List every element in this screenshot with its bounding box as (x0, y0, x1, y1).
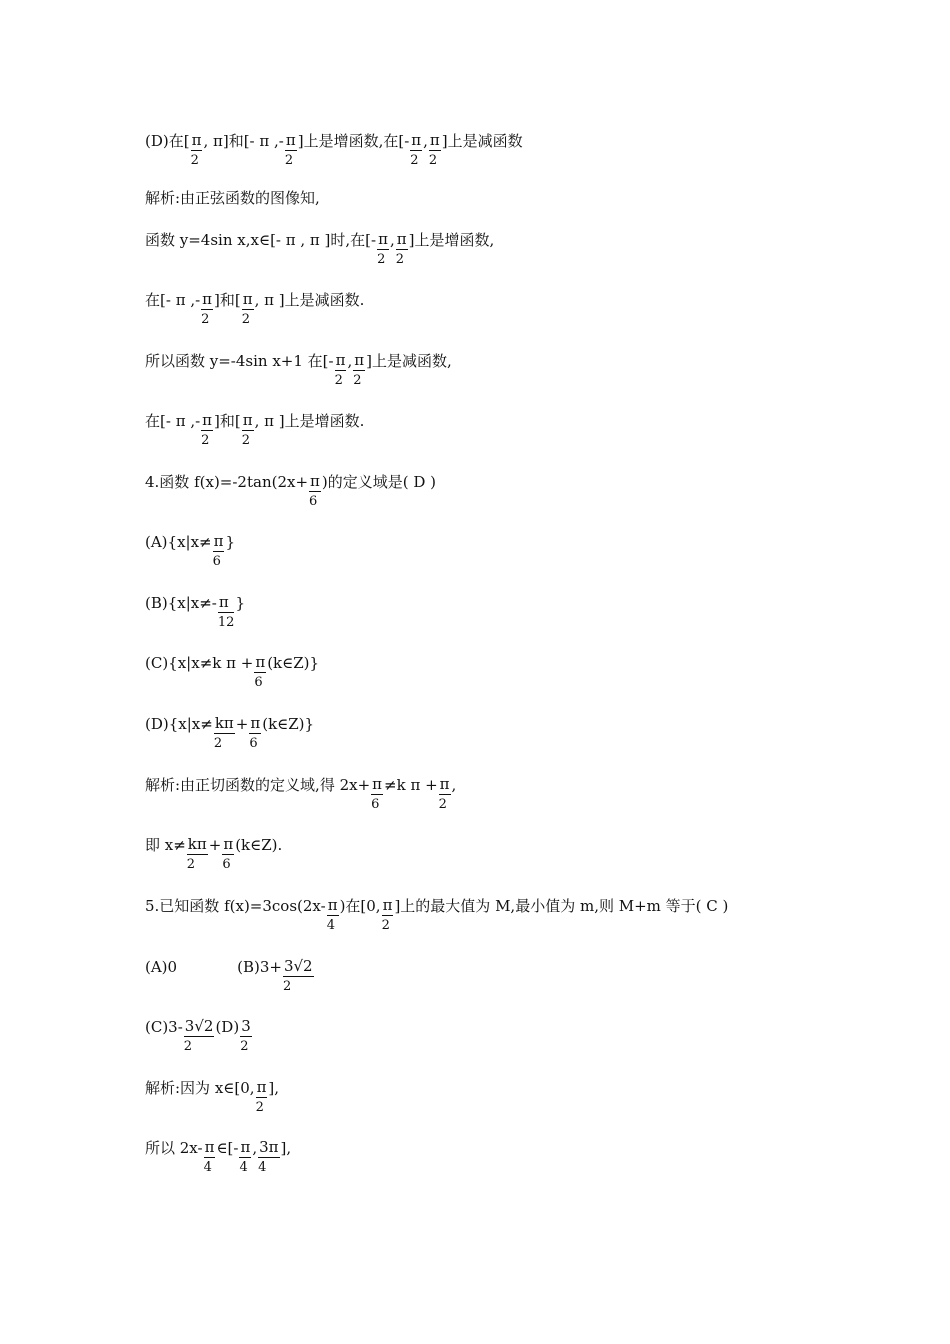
fraction (242, 411, 254, 451)
text-line (145, 653, 319, 693)
text-run: (B)3+ (237, 958, 282, 976)
text-run: , (389, 231, 395, 249)
text-run: 即 x≠ (145, 836, 186, 854)
fraction (213, 532, 225, 572)
fraction-numerator: π (204, 1138, 215, 1156)
text-run: ]上是减函数, (366, 352, 452, 370)
text-run: ∈[- (216, 1139, 239, 1157)
text-line (145, 290, 364, 330)
fraction-numerator: kπ (214, 714, 234, 732)
fraction-denominator: 6 (371, 797, 380, 812)
text-run: 所以函数 y=-4sin x+1 在[- (145, 352, 334, 370)
text-run: 4.函数 f(x)=-2tan(2x+ (145, 473, 309, 491)
text-line (145, 472, 436, 512)
fraction-denominator: 2 (353, 373, 362, 388)
fraction-numerator: π (213, 532, 224, 550)
fraction-numerator: π (378, 230, 388, 248)
fraction-numerator: 3π (259, 1138, 279, 1156)
text-run: )在[0, (339, 897, 381, 915)
fraction-numerator: π (439, 775, 450, 793)
fraction (214, 714, 235, 754)
fraction-numerator: π (354, 351, 365, 369)
fraction-denominator: 6 (309, 494, 318, 509)
fraction (309, 472, 321, 512)
fraction-numerator: π (250, 714, 261, 732)
text-line (145, 957, 315, 997)
fraction (396, 230, 408, 270)
fraction-numerator: π (242, 290, 253, 308)
fraction (249, 714, 261, 754)
fraction-denominator: 6 (249, 736, 258, 751)
fraction-denominator: 2 (284, 153, 294, 168)
fraction-numerator: π (256, 1078, 267, 1096)
fraction-numerator: π (191, 131, 202, 149)
text-line (145, 411, 364, 451)
text-run: 5.已知函数 f(x)=3cos(2x- (145, 897, 326, 915)
fraction-numerator: π (382, 896, 393, 914)
fraction-denominator: 6 (212, 554, 221, 569)
fraction-denominator: 2 (377, 252, 386, 267)
fraction-denominator: 2 (410, 153, 419, 168)
text-line (145, 835, 282, 875)
fraction (239, 1138, 251, 1178)
text-run: + (235, 715, 249, 733)
fraction-numerator: π (240, 1138, 251, 1156)
fraction (204, 1138, 216, 1178)
text-run: ]上是增函数,在[- (297, 132, 410, 150)
fraction (439, 775, 451, 815)
fraction-numerator: 3 (241, 1017, 251, 1035)
text-run: (A)0 (145, 958, 178, 976)
text-run: (k∈Z). (235, 836, 283, 854)
text-run: ], (280, 1139, 292, 1157)
text-run: (C)3- (145, 1018, 183, 1036)
text-run: ≠k π + (384, 776, 438, 794)
fraction (184, 1017, 215, 1057)
fraction (353, 351, 365, 391)
fraction-denominator: 12 (217, 615, 235, 630)
text-run: (D){x|x≠ (145, 715, 213, 733)
text-run: ]和[ (214, 412, 241, 430)
fraction-denominator: 2 (395, 252, 405, 267)
fraction-numerator: π (411, 131, 422, 149)
fraction-numerator: π (218, 593, 235, 613)
text-run: 在[- π ,- (145, 412, 201, 430)
fraction-denominator: 2 (428, 153, 438, 168)
fraction-denominator: 2 (282, 979, 292, 994)
fraction-denominator: 2 (213, 736, 223, 751)
fraction (201, 411, 213, 451)
text-run: 函数 y=4sin x,x∈[- π , π ]时,在[- (145, 231, 377, 249)
text-run: , (423, 132, 428, 150)
fraction-numerator: π (429, 131, 440, 149)
text-run: , π ]上是增函数. (254, 412, 365, 430)
fraction (410, 131, 422, 171)
text-run: } (235, 594, 245, 612)
text-run: ]和[ (214, 291, 241, 309)
fraction (191, 131, 203, 171)
fraction (285, 131, 297, 171)
fraction-denominator: 2 (201, 312, 210, 327)
fraction (371, 775, 383, 815)
fraction (377, 230, 389, 270)
fraction (187, 835, 208, 875)
text-run: } (225, 533, 236, 551)
text-run: , π]和[- π ,- (203, 132, 284, 150)
text-run: 解析:由正弦函数的图像知, (145, 189, 320, 207)
text-run: , (252, 1139, 258, 1157)
fraction-numerator: π (335, 351, 346, 369)
fraction-denominator: 4 (326, 918, 335, 933)
fraction-numerator: π (223, 835, 234, 853)
fraction-denominator: 2 (190, 153, 199, 168)
text-line (145, 230, 494, 270)
text-run: (k∈Z)} (267, 654, 320, 672)
fraction (335, 351, 347, 391)
fraction-denominator: 4 (203, 1160, 212, 1175)
fraction-denominator: 2 (240, 1039, 249, 1054)
fraction (242, 290, 254, 330)
fraction (218, 593, 235, 633)
text-line (145, 351, 452, 391)
fraction-numerator: π (242, 411, 253, 429)
fraction-denominator: 2 (186, 857, 196, 872)
fraction-denominator: 4 (258, 1160, 267, 1175)
text-run: ]上的最大值为 M,最小值为 m,则 M+m 等于( C ) (394, 897, 729, 915)
text-line (145, 1138, 291, 1178)
text-line (145, 1078, 279, 1118)
fraction-denominator: 2 (255, 1100, 264, 1115)
fraction-denominator: 6 (254, 675, 263, 690)
text-run: ]上是增函数, (408, 231, 495, 249)
text-line (145, 714, 314, 754)
text-run: , π ]上是减函数. (254, 291, 365, 309)
text-run: , (347, 352, 353, 370)
fraction (429, 131, 441, 171)
text-run: (D) (215, 1018, 240, 1036)
text-run: ], (268, 1079, 280, 1097)
fraction (201, 290, 213, 330)
fraction-numerator: 3√2 (283, 957, 313, 975)
fraction-numerator: π (372, 775, 383, 793)
text-run: , (451, 776, 457, 794)
text-line (145, 131, 523, 171)
text-line (145, 1017, 253, 1057)
fraction (258, 1138, 279, 1178)
fraction-denominator: 2 (183, 1039, 193, 1054)
text-run: ]上是减函数 (441, 132, 523, 150)
fraction (254, 653, 266, 693)
text-run: (B){x|x≠- (145, 594, 217, 612)
text-line (145, 532, 235, 572)
fraction-denominator: 2 (241, 433, 251, 448)
fraction-denominator: 2 (201, 433, 210, 448)
fraction (327, 896, 339, 936)
text-line (145, 188, 320, 208)
fraction-numerator: π (202, 290, 213, 308)
text-line (145, 896, 728, 936)
fraction (382, 896, 394, 936)
text-run: )的定义域是( D ) (321, 473, 437, 491)
fraction-numerator: π (327, 896, 338, 914)
fraction-denominator: 2 (438, 797, 447, 812)
text-run: 在[- π ,- (145, 291, 201, 309)
fraction-numerator: π (202, 411, 213, 429)
text-run: 解析:由正切函数的定义域,得 2x+ (145, 776, 371, 794)
fraction (240, 1017, 252, 1057)
fraction-numerator: π (310, 472, 320, 490)
fraction-numerator: π (255, 653, 266, 671)
text-line (145, 593, 245, 633)
fraction (256, 1078, 268, 1118)
fraction (222, 835, 234, 875)
text-run: (A){x|x≠ (145, 533, 212, 551)
text-run: (k∈Z)} (262, 715, 315, 733)
text-line (145, 775, 456, 815)
fraction (283, 957, 314, 997)
text-run: (D)在[ (145, 132, 190, 150)
fraction-denominator: 4 (239, 1160, 248, 1175)
text-run: (C){x|x≠k π + (145, 654, 254, 672)
fraction-denominator: 6 (222, 857, 231, 872)
fraction-numerator: 3√2 (184, 1017, 214, 1035)
fraction-numerator: π (285, 131, 296, 149)
text-run: + (208, 836, 222, 854)
fraction-denominator: 2 (241, 312, 251, 327)
text-run: 所以 2x- (145, 1139, 203, 1157)
fraction-denominator: 2 (334, 373, 343, 388)
fraction-numerator: kπ (187, 835, 207, 853)
fraction-numerator: π (396, 230, 407, 248)
text-run: 解析:因为 x∈[0, (145, 1079, 255, 1097)
fraction-denominator: 2 (381, 918, 390, 933)
